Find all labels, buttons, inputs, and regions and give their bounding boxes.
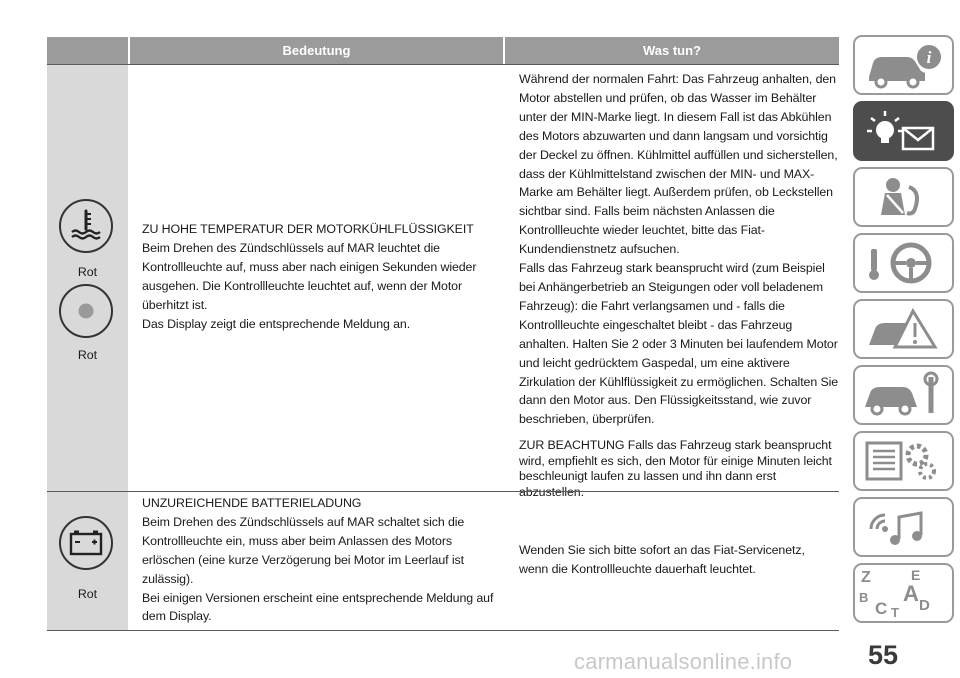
header-rule bbox=[47, 64, 839, 65]
action-paragraph: Wenden Sie sich bitte sofort an das Fiat-Servicenetz, wenn die Kontrollleuchte dauerhaft leuchtet. bbox=[519, 543, 805, 576]
sidebar-tab-maintenance[interactable] bbox=[853, 365, 954, 425]
technical-data-icon bbox=[855, 433, 952, 489]
svg-text:i: i bbox=[926, 48, 932, 67]
sidebar-tab-safety[interactable] bbox=[853, 167, 954, 227]
sidebar-tab-index[interactable] bbox=[853, 563, 954, 623]
coolant-temperature-icon bbox=[59, 199, 113, 253]
page-number: 55 bbox=[868, 640, 899, 670]
safety-icon bbox=[855, 169, 952, 225]
icon-label: Rot bbox=[77, 348, 98, 362]
warning-lights-icon bbox=[855, 103, 952, 159]
index-icon: Z E B A C D T bbox=[859, 567, 930, 620]
sidebar-tab-multimedia[interactable] bbox=[853, 497, 954, 557]
meaning-heading: UNZUREICHENDE BATTERIELADUNG bbox=[142, 496, 362, 510]
table-bottom-rule bbox=[47, 630, 839, 631]
sidebar-tab-car-info[interactable] bbox=[853, 35, 954, 95]
row-action-text bbox=[519, 70, 841, 501]
meaning-paragraph: Beim Drehen des Zündschlüssels auf MAR schaltet sich die Kontrollleuchte ein, muss aber beim Anlassen des Motors erlöschen (eine kurze Verzögerung bei Motor im Leerlauf ist zulässig). bbox=[142, 514, 465, 586]
row-action-text bbox=[519, 541, 829, 579]
meaning-heading: ZU HOHE TEMPERATUR DER MOTORKÜHLFLÜSSIGKEIT bbox=[142, 222, 474, 236]
row-meaning-text bbox=[142, 494, 502, 626]
note-paragraph: ZUR BEACHTUNG Falls das Fahrzeug stark beansprucht wird, empfiehlt es sich, den Motor für einige Minuten leicht beschleunigt laufen zu lassen und ihn dann erst abzustellen. bbox=[519, 438, 832, 499]
sidebar-tab-emergency[interactable] bbox=[853, 299, 954, 359]
sidebar-tab-warning-lights[interactable] bbox=[853, 101, 954, 161]
emergency-icon bbox=[855, 301, 952, 357]
meaning-paragraph: Das Display zeigt die entsprechende Meldung an. bbox=[142, 316, 411, 331]
header-meaning: Bedeutung bbox=[130, 37, 503, 64]
header-icon-cell bbox=[47, 37, 128, 64]
battery-icon bbox=[59, 516, 113, 570]
red-dot-icon bbox=[59, 284, 113, 338]
meaning-paragraph: Bei einigen Versionen erscheint eine entsprechende Meldung auf dem Display. bbox=[142, 590, 494, 624]
action-paragraph: Während der normalen Fahrt: Das Fahrzeug anhalten, den Motor abstellen und prüfen, ob das Wasser im Behälter unter der MIN-Marke liegt. In diesem Fall ist das Abkühlen des Motors abzuwarten und dann langsam und vorsichtig der Deckel zu öffnen. Kühlmittel auffüllen und sicherstellen, dass der Kühlmittelstand zwischen der MIN- und MAX-Marke am Behälter liegt. Außerdem prüfen, ob Leckstellen sichtbar sind. Falls beim nächsten Anlassen die Kontrollleuchte wieder leuchtet, bitte das Fiat-Kundendienstnetz aufsuchen. bbox=[519, 72, 838, 257]
table-header bbox=[47, 37, 839, 64]
car-info-icon bbox=[855, 37, 952, 93]
icon-label: Rot bbox=[77, 587, 98, 601]
watermark: carmanualsonline.info bbox=[574, 649, 793, 674]
maintenance-icon bbox=[855, 367, 952, 423]
icon-label: Rot bbox=[77, 265, 98, 279]
action-paragraph: Falls das Fahrzeug stark beansprucht wird (zum Beispiel bei Anhängerbetrieb an Steigungen oder voll beladenem Fahrzeug): die Fahrt verlangsamen und - falls die Kontrollleuchte eingeschaltet bleibt - das Fahrzeug anhalten. Halten Sie 2 oder 3 Minuten bei laufendem Motor und leicht gedrücktem Gaspedal, um eine aktivere Zirkulation der Kühlflüssigkeit zu ermöglichen. Schalten Sie dann den Motor aus. Den Flüssigkeitsstand, wie zuvor beschrieben, überprüfen. bbox=[519, 261, 839, 427]
sidebar-tab-driving[interactable] bbox=[853, 233, 954, 293]
multimedia-icon bbox=[855, 499, 952, 555]
row-meaning-text bbox=[142, 220, 497, 333]
sidebar-tab-technical-data[interactable] bbox=[853, 431, 954, 491]
row-rule bbox=[47, 491, 839, 492]
header-action: Was tun? bbox=[505, 37, 839, 64]
meaning-paragraph: Beim Drehen des Zündschlüssels auf MAR leuchtet die Kontrollleuchte auf, muss aber nach einigen Sekunden wieder ausgehen. Die Kontrollleuchte leuchtet auf, wenn der Motor überhitzt ist. bbox=[142, 240, 477, 312]
driving-icon bbox=[855, 235, 952, 291]
